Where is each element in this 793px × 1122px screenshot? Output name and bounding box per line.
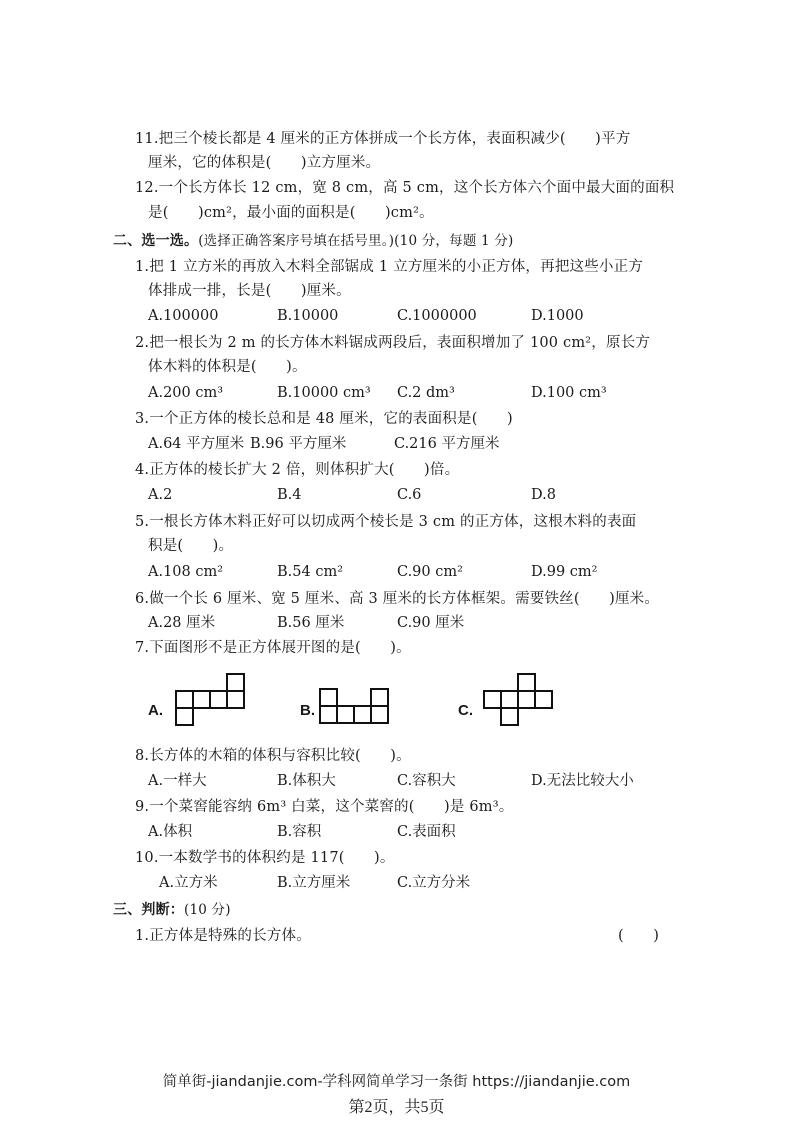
p2-q3-option-c: C.216 平方厘米 <box>394 436 500 452</box>
p2-q8-option-a: A.一样大 <box>148 773 207 789</box>
p2-q9-line1: 9.一个菜窖能容纳 6m³ 白菜，这个菜窖的( )是 6m³。 <box>135 799 514 815</box>
p2-q1-option-c: C.1000000 <box>397 308 477 324</box>
p2-q3-option-a: A.64 平方厘米 <box>148 436 245 452</box>
p2-q7-line1: 7.下面图形不是正方体展开图的是( )。 <box>135 640 411 656</box>
section-3-note: (10 分) <box>184 902 231 918</box>
p2-q8-option-b: B.体积大 <box>277 773 336 789</box>
p2-q7-figure-c-label: C. <box>458 702 473 719</box>
p2-q1-line2: 体排成一排，长是( )厘米。 <box>148 283 351 299</box>
p2-q9-option-a: A.体积 <box>148 824 193 840</box>
section-2-note: (选择正确答案序号填在括号里。)(10 分，每题 1 分) <box>198 233 514 249</box>
p2-q8-option-d: D.无法比较大小 <box>531 773 634 789</box>
p3-q1-answer-blank: ( ) <box>618 928 660 944</box>
p2-q7-figure-b-label: B. <box>300 702 315 719</box>
q12-line1: 12.一个长方体长 12 cm，宽 8 cm，高 5 cm，这个长方体六个面中最大面的面积 <box>135 180 675 196</box>
section-2-heading <box>113 231 513 251</box>
p2-q5-option-a: A.108 cm² <box>148 564 224 580</box>
p2-q2-option-b: B.10000 cm³ <box>277 385 371 401</box>
p2-q1-line1: 1.把 1 立方米的再放入木料全部锯成 1 立方厘米的小正方体，再把这些小正方 <box>135 259 644 275</box>
p2-q6-option-c: C.90 厘米 <box>397 615 465 631</box>
p2-q1-option-d: D.1000 <box>531 308 584 324</box>
p2-q3-line1: 3.一个正方体的棱长总和是 48 厘米，它的表面积是( ) <box>135 411 513 427</box>
footer-page-number: 第2页，共5页 <box>348 1099 445 1116</box>
p2-q5-line2: 积是( )。 <box>148 538 234 554</box>
p2-q6-option-a: A.28 厘米 <box>148 615 216 631</box>
p2-q6-line1: 6.做一个长 6 厘米、宽 5 厘米、高 3 厘米的长方体框架。需要铁丝( )厘米。 <box>135 591 660 607</box>
p3-q1-line1: 1.正方体是特殊的长方体。 <box>135 928 311 944</box>
p2-q4-option-b: B.4 <box>277 487 302 503</box>
section-3-title: 三、判断： <box>113 902 184 918</box>
p2-q2-option-a: A.200 cm³ <box>148 385 224 401</box>
section-2-title: 二、选一选。 <box>113 233 199 249</box>
p2-q7-figure-a-net <box>174 672 246 726</box>
q11-line1: 11.把三个棱长都是 4 厘米的正方体拼成一个长方体，表面积减少( )平方 <box>135 131 631 147</box>
p2-q4-option-a: A.2 <box>148 487 173 503</box>
p2-q5-option-c: C.90 cm² <box>397 564 463 580</box>
p2-q4-option-d: D.8 <box>531 487 556 503</box>
footer-site-text: 简单街-jiandanjie.com-学科网简单学习一条街 https://jiandanjie.com <box>162 1074 631 1090</box>
p2-q10-option-b: B.立方厘米 <box>277 875 351 891</box>
p2-q7-figure-a-label: A. <box>148 702 163 719</box>
p2-q7-figure-c-net <box>482 672 558 726</box>
q11-line2: 厘米，它的体积是( )立方厘米。 <box>148 155 381 171</box>
p2-q5-option-b: B.54 cm² <box>277 564 344 580</box>
p2-q4-line1: 4.正方体的棱长扩大 2 倍，则体积扩大( )倍。 <box>135 462 460 478</box>
p2-q2-option-d: D.100 cm³ <box>531 385 607 401</box>
p2-q9-option-c: C.表面积 <box>397 824 456 840</box>
p2-q2-line2: 体木料的体积是( )。 <box>148 359 307 375</box>
p2-q8-option-c: C.容积大 <box>397 773 456 789</box>
p2-q4-option-c: C.6 <box>397 487 422 503</box>
p2-q1-option-a: A.100000 <box>148 308 219 324</box>
p2-q8-line1: 8.长方体的木箱的体积与容积比较( )。 <box>135 748 411 764</box>
p2-q7-figure-b-net <box>318 687 394 727</box>
p2-q3-option-b: B.96 平方厘米 <box>250 436 347 452</box>
p2-q2-option-c: C.2 dm³ <box>397 385 455 401</box>
p2-q10-option-c: C.立方分米 <box>397 875 471 891</box>
p2-q10-option-a: A.立方米 <box>159 875 218 891</box>
q12-line2: 是( )cm²，最小面的面积是( )cm²。 <box>148 205 434 221</box>
p2-q10-line1: 10.一本数学书的体积约是 117( )。 <box>135 850 395 866</box>
p2-q9-option-b: B.容积 <box>277 824 322 840</box>
p2-q6-option-b: B.56 厘米 <box>277 615 345 631</box>
p2-q5-option-d: D.99 cm² <box>531 564 598 580</box>
p2-q2-line1: 2.把一根长为 2 m 的长方体木料锯成两段后，表面积增加了 100 cm²，原长方 <box>135 335 651 351</box>
p2-q1-option-b: B.10000 <box>277 308 339 324</box>
p2-q5-line1: 5.一根长方体木料正好可以切成两个棱长是 3 cm 的正方体，这根木料的表面 <box>135 514 637 530</box>
section-3-heading <box>113 900 231 920</box>
